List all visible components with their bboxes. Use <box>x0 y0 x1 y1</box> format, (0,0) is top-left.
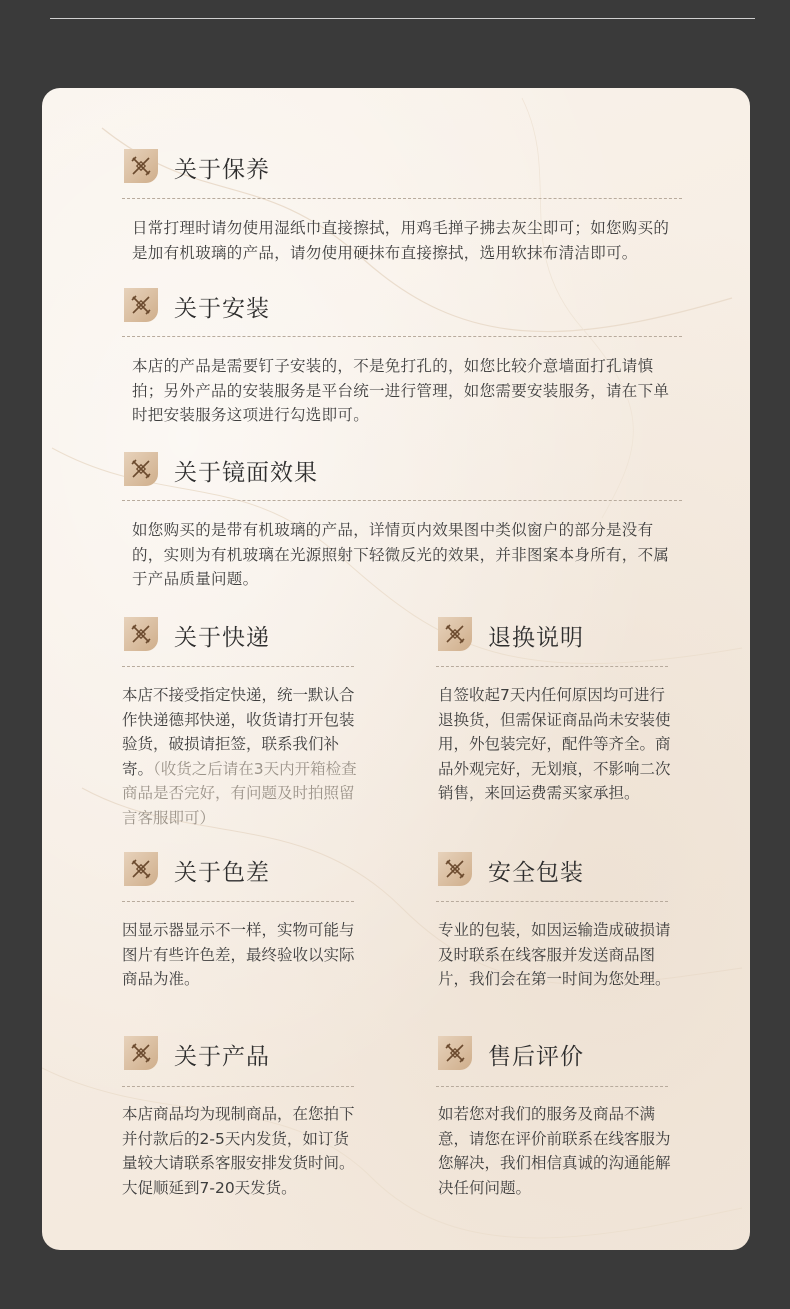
section-care <box>124 149 684 185</box>
section-packaging <box>438 852 670 888</box>
express-note: （收货之后请在3天内开箱检查商品是否完好，有问题及时拍照留言客服即可） <box>122 759 357 827</box>
tools-icon <box>124 149 158 183</box>
top-divider <box>50 18 755 19</box>
info-card <box>42 88 750 1250</box>
section-install-text: 本店的产品是需要钉子安装的，不是免打孔的，如您比较介意墙面打孔请慎拍；另外产品的安装服务是平台统一进行管理，如您需要安装服务，请在下单时把安装服务这项进行勾选即可。 <box>132 357 670 424</box>
section-review-title: 售后评价 <box>488 1044 584 1070</box>
section-packaging-header <box>438 852 670 888</box>
section-mirror-text: 如您购买的是带有机玻璃的产品，详情页内效果图中类似窗户的部分是没有的，实则为有机玻璃在光源照射下轻微反光的效果，并非图案本身所有，不属于产品质量问题。 <box>132 521 670 588</box>
section-care-title: 关于保养 <box>174 157 270 183</box>
section-mirror-divider <box>122 500 682 501</box>
section-returns-title: 退换说明 <box>488 625 584 651</box>
section-install-title: 关于安装 <box>174 296 270 322</box>
tools-icon <box>124 617 158 651</box>
section-color-divider <box>122 901 354 902</box>
section-express-header <box>124 617 356 653</box>
section-express <box>124 617 356 653</box>
section-install-header <box>124 288 684 324</box>
section-install <box>124 288 684 324</box>
section-review-divider <box>436 1086 668 1087</box>
tools-icon <box>124 452 158 486</box>
section-returns <box>438 617 670 653</box>
tools-icon <box>124 1036 158 1070</box>
section-returns-divider <box>436 666 668 667</box>
tools-icon <box>438 1036 472 1070</box>
tools-icon <box>124 288 158 322</box>
express-body: 本店不接受指定快递，统一默认合作快递德邦快递，收货请打开包装验货，破损请拒签，联系我们补寄。 <box>122 686 355 778</box>
section-mirror <box>124 452 684 488</box>
section-mirror-title: 关于镜面效果 <box>174 460 318 486</box>
section-care-header <box>124 149 684 185</box>
section-care-text: 日常打理时请勿使用湿纸巾直接擦拭，用鸡毛掸子拂去灰尘即可；如您购买的是加有机玻璃的产品，请勿使用硬抹布直接擦拭，选用软抹布清洁即可。 <box>132 219 670 262</box>
section-review <box>438 1036 670 1072</box>
section-packaging-title: 安全包装 <box>488 860 584 886</box>
tools-icon <box>438 852 472 886</box>
section-color-header <box>124 852 356 888</box>
section-express-text <box>122 683 358 830</box>
section-returns-text: 自签收起7天内任何原因均可进行退换货，但需保证商品尚未安装使用，外包装完好，配件等齐全。商品外观完好，无划痕，不影响二次销售，来回运费需买家承担。 <box>438 686 671 802</box>
section-product-title: 关于产品 <box>174 1044 270 1070</box>
section-color <box>124 852 356 888</box>
section-mirror-header <box>124 452 684 488</box>
section-product-text: 本店商品均为现制商品，在您拍下并付款后的2-5天内发货，如订货量较大请联系客服安排发货时间。大促顺延到7-20天发货。 <box>122 1105 355 1197</box>
section-install-divider <box>122 336 682 337</box>
section-express-title: 关于快递 <box>174 625 270 651</box>
section-product-divider <box>122 1086 354 1087</box>
section-review-text: 如若您对我们的服务及商品不满意，请您在评价前联系在线客服为您解决，我们相信真诚的沟通能解决任何问题。 <box>438 1105 671 1197</box>
section-color-text: 因显示器显示不一样，实物可能与图片有些许色差，最终验收以实际商品为准。 <box>122 921 355 988</box>
section-packaging-divider <box>436 901 668 902</box>
section-review-header <box>438 1036 670 1072</box>
section-express-divider <box>122 666 354 667</box>
section-care-divider <box>122 198 682 199</box>
section-packaging-text: 专业的包装，如因运输造成破损请及时联系在线客服并发送商品图片，我们会在第一时间为您处理。 <box>438 921 671 988</box>
section-product-header <box>124 1036 356 1072</box>
tools-icon <box>438 617 472 651</box>
tools-icon <box>124 852 158 886</box>
section-returns-header <box>438 617 670 653</box>
section-product <box>124 1036 356 1072</box>
section-color-title: 关于色差 <box>174 860 270 886</box>
